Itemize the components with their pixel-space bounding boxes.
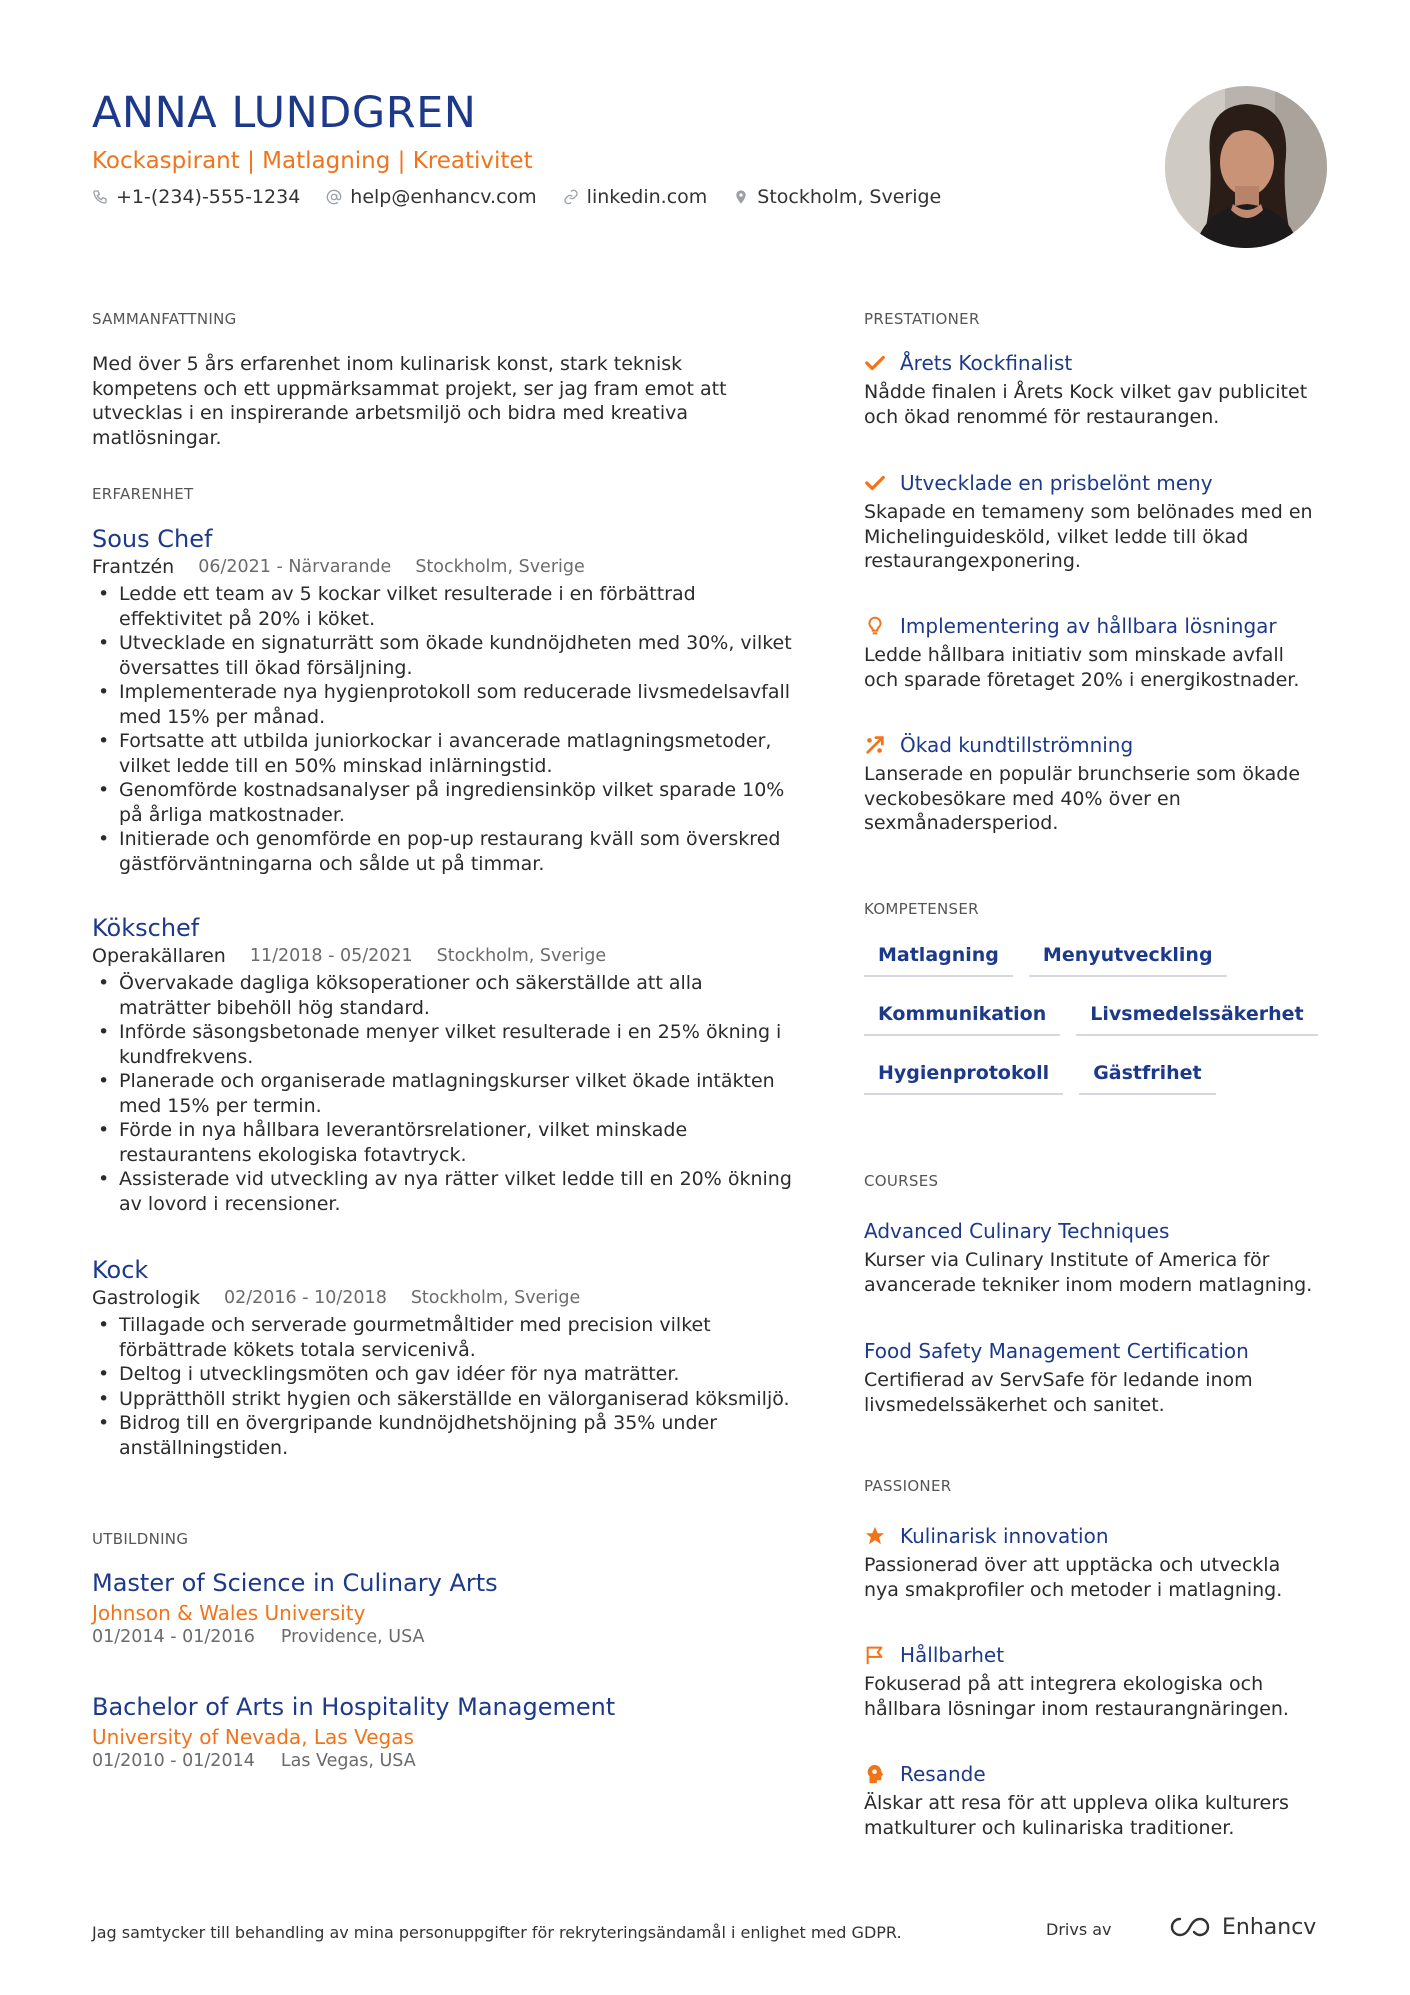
job-entry: [92, 1255, 792, 1460]
phone-icon: [92, 189, 108, 205]
brand-name: Enhancv: [1222, 1914, 1317, 1940]
course-desc: Certifierad av ServSafe för ledande inom livsmedelssäkerhet och sanitet.: [864, 1369, 1253, 1416]
contact-location: [733, 186, 941, 208]
enhancv-logo-icon: [1166, 1914, 1214, 1940]
list-item: • Deltog i utvecklingsmöten och gav idéer för nya maträtter.: [98, 1363, 680, 1385]
passion-desc: Passionerad över att upptäcka och utveckla nya smakprofiler och metoder i matlagning.: [864, 1554, 1283, 1601]
job-bullets: [92, 1313, 792, 1460]
list-item: • Utvecklade en signaturrätt som ökade kundnöjdheten med 30%, vilket översattes till ökad försäljning.: [98, 632, 792, 679]
passion-item: [864, 1761, 1314, 1840]
skill-tag: Menyutveckling: [1029, 938, 1227, 977]
skill-tag: Livsmedelssäkerhet: [1076, 997, 1317, 1036]
job-location: Stockholm, Sverige: [436, 946, 607, 966]
job-dates: 11/2018 - 05/2021: [249, 946, 413, 966]
achievement-desc: Ledde hållbara initiativ som minskade avfall och sparade företaget 20% i energikostnader.: [864, 644, 1300, 691]
edu-degree: Bachelor of Arts in Hospitality Management: [92, 1693, 616, 1721]
email-link[interactable]: help@enhancv.com: [350, 186, 537, 208]
job-title: Sous Chef: [92, 525, 213, 553]
experience-heading: ERFARENHET: [92, 485, 194, 503]
course-item: [864, 1338, 1314, 1417]
edu-dates: 01/2014 - 01/2016: [92, 1627, 255, 1647]
list-item: • Initierade och genomförde en pop-up restaurang kväll som överskred gästförväntningarna och sålde ut på timmar.: [98, 828, 781, 875]
education-entry: [92, 1692, 792, 1772]
job-dates: 02/2016 - 10/2018: [223, 1288, 387, 1308]
achievement-item: [864, 613, 1314, 692]
course-title: Advanced Culinary Techniques: [864, 1219, 1170, 1243]
checkmark-icon: [864, 352, 886, 374]
job-company: Gastrologik: [92, 1287, 200, 1309]
job-location: Stockholm, Sverige: [415, 557, 585, 577]
linkedin-link[interactable]: linkedin.com: [586, 186, 708, 208]
job-entry: [92, 913, 792, 1216]
passion-desc: Älskar att resa för att uppleva olika kulturers matkulturer och kulinariska traditioner.: [864, 1792, 1289, 1839]
skills-heading: KOMPETENSER: [864, 900, 979, 918]
list-item: • Assisterade vid utveckling av nya rätter vilket ledde till en 20% ökning av lovord i recensioner.: [98, 1168, 792, 1215]
summary-heading: SAMMANFATTNING: [92, 310, 237, 328]
passion-title: Hållbarhet: [900, 1643, 1005, 1667]
achievement-title: Utvecklade en prisbelönt meny: [900, 471, 1213, 495]
course-item: [864, 1218, 1314, 1297]
list-item: • Fortsatte att utbilda juniorkockar i avancerade matlagningsmetoder, vilket ledde till en 50% minskad inlärningstid.: [98, 730, 772, 777]
list-item: • Införde säsongsbetonade menyer vilket resulterade i en 25% ökning i kundfrekvens.: [98, 1021, 782, 1068]
tagline: Kockaspirant | Matlagning | Kreativitet: [92, 148, 533, 174]
gdpr-consent: Jag samtycker till behandling av mina personuppgifter för rekryteringsändamål i enlighet med GDPR.: [92, 1923, 902, 1942]
list-item: • Genomförde kostnadsanalyser på ingrediensinköp vilket sparade 10% på årliga matkostnader.: [98, 779, 785, 826]
job-entry: [92, 524, 792, 876]
at-icon: [326, 189, 342, 205]
edu-meta: [92, 1626, 792, 1648]
list-item: • Förde in nya hållbara leverantörsrelationer, vilket minskade restaurantens ekologiska fotavtryck.: [98, 1119, 688, 1166]
list-item: • Implementerade nya hygienprotokoll som reducerade livsmedelsavfall med 15% per månad.: [98, 681, 791, 728]
link-icon: [563, 189, 579, 205]
job-meta: [92, 555, 792, 579]
job-title: Kock: [92, 1256, 149, 1284]
edu-degree: Master of Science in Culinary Arts: [92, 1569, 498, 1597]
skill-tag: Hygienprotokoll: [864, 1056, 1063, 1095]
edu-location: Las Vegas, USA: [280, 1751, 416, 1771]
job-meta: [92, 1286, 792, 1310]
education-heading: UTBILDNING: [92, 1530, 189, 1548]
courses-heading: COURSES: [864, 1172, 939, 1190]
achievement-title: Ökad kundtillströmning: [900, 733, 1134, 757]
skills-list: [864, 938, 1324, 1115]
checkmark-icon: [864, 472, 886, 494]
job-title: Kökschef: [92, 914, 200, 942]
achievement-item: [864, 732, 1314, 836]
edu-meta: [92, 1750, 792, 1772]
list-item: • Ledde ett team av 5 kockar vilket resulterade i en förbättrad effektivitet på 20% i köket.: [98, 583, 696, 630]
achievement-title: Årets Kockfinalist: [900, 351, 1073, 375]
list-item: • Bidrog till en övergripande kundnöjdhetshöjning på 35% under anställningstiden.: [98, 1412, 718, 1459]
edu-location: Providence, USA: [280, 1627, 425, 1647]
job-bullets: [92, 971, 792, 1216]
job-bullets: [92, 582, 792, 876]
edu-dates: 01/2010 - 01/2014: [92, 1751, 255, 1771]
job-location: Stockholm, Sverige: [410, 1288, 581, 1308]
achievement-item: [864, 350, 1314, 429]
passion-desc: Fokuserad på att integrera ekologiska och hållbara lösningar inom restaurangnäringen.: [864, 1673, 1289, 1720]
passion-item: [864, 1523, 1314, 1602]
star-icon: [864, 1525, 886, 1547]
contact-bar: [92, 186, 967, 208]
achievements-heading: PRESTATIONER: [864, 310, 980, 328]
contact-linkedin: [563, 186, 708, 208]
course-desc: Kurser via Culinary Institute of America för avancerade tekniker inom modern matlagning.: [864, 1249, 1313, 1296]
job-company: Operakällaren: [92, 945, 226, 967]
job-dates: 06/2021 - Närvarande: [198, 557, 392, 577]
list-item: • Upprätthöll strikt hygien och säkerställde en välorganiserad köksmiljö.: [98, 1387, 790, 1410]
skill-tag: Gästfrihet: [1079, 1056, 1215, 1095]
list-item: • Planerade och organiserade matlagningskurser vilket ökade intäkten med 15% per termin.: [98, 1070, 775, 1117]
skill-tag: Matlagning: [864, 938, 1013, 977]
list-item: • Övervakade dagliga köksoperationer och säkerställde att alla maträtter bibehöll hög standard.: [98, 972, 703, 1019]
education-entry: [92, 1568, 792, 1648]
contact-email: [326, 186, 536, 208]
achievement-desc: Lanserade en populär brunchserie som ökade veckobesökare med 40% över en sexmånadersperiod.: [864, 763, 1301, 834]
list-item: • Tillagade och serverade gourmetmåltider med precision vilket förbättrade kökets totala servicenivå.: [98, 1314, 711, 1361]
lightbulb-icon: [864, 615, 886, 637]
achievement-desc: Skapade en temameny som belönades med en Michelinguidesköld, vilket ledde till ökad restaurangexponering.: [864, 501, 1313, 572]
candidate-name: ANNA LUNDGREN: [92, 88, 477, 138]
head-icon: [864, 1763, 886, 1785]
contact-phone: [92, 186, 300, 208]
powered-by-label: Drivs av: [1046, 1920, 1112, 1939]
achievement-title: Implementering av hållbara lösningar: [900, 614, 1277, 638]
job-meta: [92, 944, 792, 968]
edu-school: University of Nevada, Las Vegas: [92, 1725, 414, 1749]
edu-school: Johnson & Wales University: [92, 1601, 366, 1625]
growth-icon: [864, 734, 886, 756]
flag-icon: [864, 1644, 886, 1666]
job-company: Frantzén: [92, 556, 175, 578]
location-pin-icon: [733, 189, 749, 205]
location-text: Stockholm, Sverige: [757, 186, 942, 208]
passions-heading: PASSIONER: [864, 1477, 952, 1495]
passion-item: [864, 1642, 1314, 1721]
phone-text[interactable]: +1-(234)-555-1234: [116, 186, 301, 208]
achievement-desc: Nådde finalen i Årets Kock vilket gav publicitet och ökad renommé för restaurangen.: [864, 381, 1308, 428]
enhancv-logo[interactable]: [1166, 1914, 1316, 1940]
summary-text: Med över 5 års erfarenhet inom kulinarisk konst, stark teknisk kompetens och ett uppmärksammat projekt, ser jag fram emot att utvecklas i en inspirerande arbetsmiljö och bidra med kreativa matlösningar.: [92, 353, 727, 449]
skill-tag: Kommunikation: [864, 997, 1060, 1036]
passion-title: Kulinarisk innovation: [900, 1524, 1109, 1548]
avatar: [1165, 86, 1327, 248]
achievement-item: [864, 470, 1314, 574]
course-title: Food Safety Management Certification: [864, 1339, 1249, 1363]
passion-title: Resande: [900, 1762, 986, 1786]
